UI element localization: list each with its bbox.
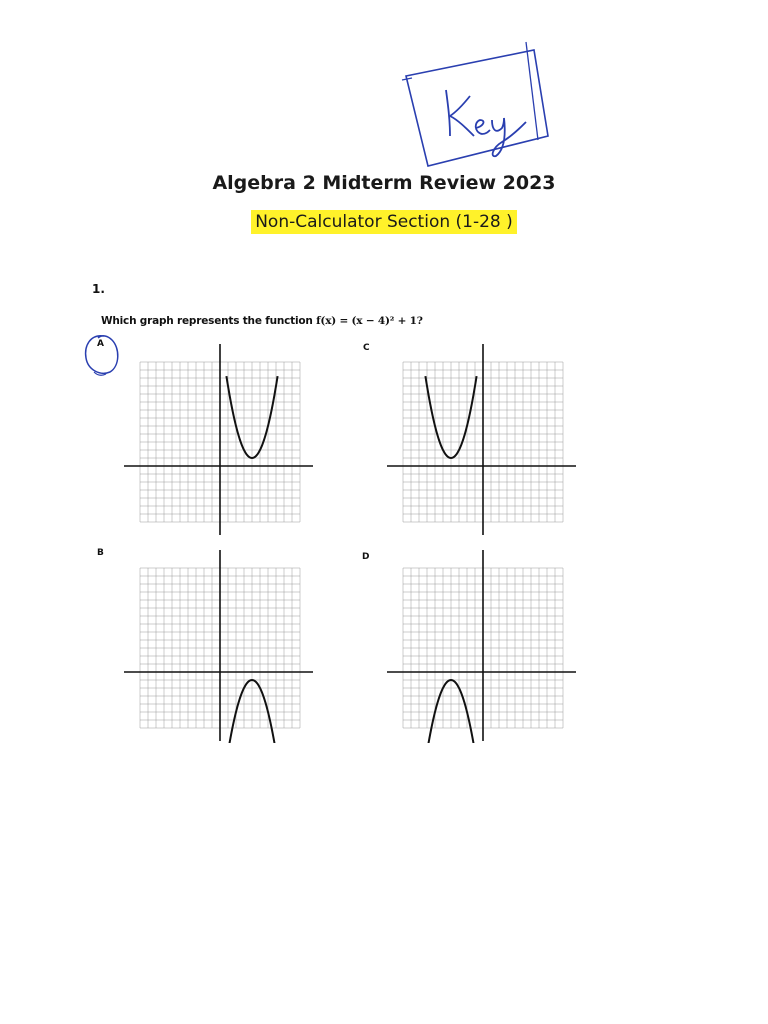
section-heading-text: Non-Calculator Section (1-28 ) (251, 210, 517, 234)
page-title: Algebra 2 Midterm Review 2023 (212, 172, 556, 194)
option-a-label: A (97, 339, 104, 349)
answer-circle-mark (80, 330, 124, 380)
graph-option-b[interactable] (122, 548, 317, 743)
question-prompt (101, 315, 423, 327)
question-number: 1. (92, 282, 105, 296)
graph-option-d[interactable] (385, 548, 580, 743)
handwritten-key-stamp (398, 40, 558, 168)
coordinate-grid (122, 342, 317, 537)
coordinate-grid (122, 548, 317, 743)
key-annotation (398, 40, 558, 168)
graph-option-a[interactable] (122, 342, 317, 537)
question-formula: f(x) = (x − 4)² + 1? (316, 315, 423, 327)
section-heading (0, 210, 768, 234)
option-c-label: C (363, 343, 370, 353)
option-b-label: B (97, 548, 104, 558)
option-d-label: D (362, 552, 370, 562)
coordinate-grid (385, 548, 580, 743)
question-prompt-text: Which graph represents the function (101, 315, 317, 327)
graph-option-c[interactable] (385, 342, 580, 537)
coordinate-grid (385, 342, 580, 537)
